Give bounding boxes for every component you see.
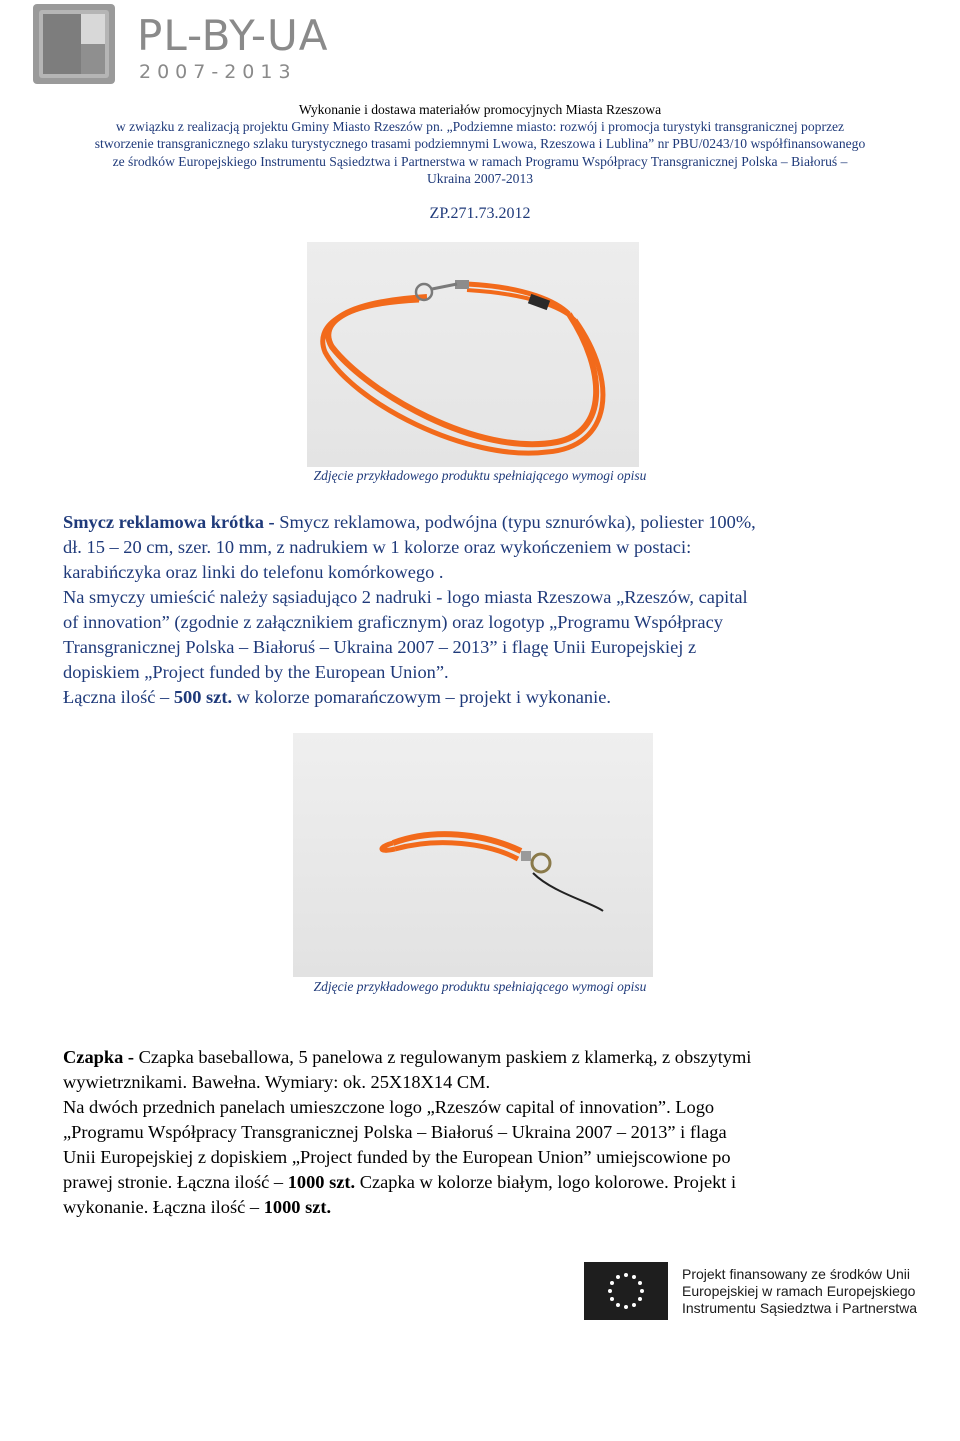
eu-line-2: Europejskiej w ramach Europejskiego [682, 1283, 916, 1299]
lanyard-long-photo [307, 242, 639, 467]
cap-line-7 [63, 1195, 923, 1220]
photo-caption-1: Zdjęcie przykładowego produktu spełniającego wymogi opisu [313, 468, 647, 483]
lanyard-description [63, 510, 923, 710]
lanyard-desc-3: karabińczyka oraz linki do telefonu komórkowego . [63, 562, 444, 582]
cap-line-6 [63, 1170, 923, 1195]
document-header [40, 101, 920, 187]
cap-line-3: Na dwóch przednich panelach umieszczone logo „Rzeszów capital of innovation”. Logo [63, 1097, 715, 1117]
program-logo [33, 4, 333, 86]
lanyard-print-4: dopiskiem „Project funded by the European Union”. [63, 662, 449, 682]
short-orange-lanyard-image [293, 733, 653, 977]
cap-line-7a: wykonanie. Łączna ilość – [63, 1197, 264, 1217]
lanyard-print-2: of innovation” (zgodnie z załącznikiem graficznym) oraz logotyp „Programu Współpracy [63, 612, 723, 632]
lanyard-qty-value: 500 szt. [173, 687, 233, 707]
logo-name: PL-BY-UA [137, 11, 329, 60]
lanyard-desc-1: Smycz reklamowa, podwójna (typu sznurówka), poliester 100%, [274, 512, 756, 532]
cap-description [63, 1045, 923, 1220]
header-line-3: stworzenie transgranicznego szlaku turystycznego trasami podziemnymi Lwowa, Rzeszowa i Lublina” nr PBU/0243/10 współfinansowanego [94, 136, 866, 152]
logo-years: 2007-2013 [139, 61, 297, 83]
lanyard-quantity-line [63, 685, 923, 710]
logo-square-icon [33, 4, 115, 84]
cap-line-6c: Czapka w kolorze białym, logo kolorowe. Projekt i [355, 1172, 737, 1192]
cap-line-1-rest: Czapka baseballowa, 5 panelowa z regulowanym paskiem z klamerką, z obszytymi [134, 1047, 752, 1067]
header-line-4: ze środków Europejskiego Instrumentu Sąsiedztwa i Partnerstwa w ramach Programu Współpracy Transgranicznej Polska – Białoruś – [112, 153, 848, 169]
cap-line-6a: prawej stronie. Łączna ilość – [63, 1172, 288, 1192]
lanyard-desc-2: dł. 15 – 20 cm, szer. 10 mm, z nadrukiem w 1 kolorze oraz wykończeniem w postaci: [63, 537, 692, 557]
header-line-1: Wykonanie i dostawa materiałów promocyjnych Miasta Rzeszowa [298, 102, 662, 117]
cap-line-1 [63, 1045, 923, 1070]
cap-title: Czapka - [63, 1047, 135, 1067]
eu-funding-note [682, 1266, 917, 1317]
eu-line-3: Instrumentu Sąsiedztwa i Partnerstwa [682, 1300, 917, 1316]
cap-qty-2: 1000 szt. [263, 1197, 332, 1217]
cap-line-2: wywietrznikami. Bawełna. Wymiary: ok. 25X18X14 CM. [63, 1072, 491, 1092]
lanyard-short-photo [293, 733, 653, 977]
eu-flag-icon [584, 1262, 668, 1320]
orange-lanyard-image [307, 242, 639, 467]
lanyard-title: Smycz reklamowa krótka - [63, 512, 275, 532]
cap-line-4: „Programu Współpracy Transgranicznej Polska – Białoruś – Ukraina 2007 – 2013” i flaga [63, 1122, 727, 1142]
cap-line-5: Unii Europejskiej z dopiskiem „Project funded by the European Union” umiejscowione po [63, 1147, 731, 1167]
lanyard-line-1 [63, 510, 923, 535]
cap-qty-1: 1000 szt. [287, 1172, 356, 1192]
photo-caption-2: Zdjęcie przykładowego produktu spełniającego wymogi opisu [313, 979, 647, 994]
header-line-5: Ukraina 2007-2013 [426, 170, 534, 186]
header-line-2: w związku z realizacją projektu Gminy Miasto Rzeszów pn. „Podziemne miasto: rozwój i promocja turystyki transgranicznej poprzez [115, 119, 845, 135]
lanyard-print-1: Na smyczy umieścić należy sąsiadująco 2 nadruki - logo miasta Rzeszowa „Rzeszów, capital [63, 587, 748, 607]
reference-number: ZP.271.73.2012 [429, 205, 531, 222]
lanyard-qty-label: Łączna ilość – [63, 687, 170, 707]
lanyard-qty-rest: w kolorze pomarańczowym – projekt i wykonanie. [232, 687, 612, 707]
eu-line-1: Projekt finansowany ze środków Unii [682, 1266, 910, 1282]
lanyard-print-3: Transgranicznej Polska – Białoruś – Ukraina 2007 – 2013” i flagę Unii Europejskiej z [63, 637, 697, 657]
